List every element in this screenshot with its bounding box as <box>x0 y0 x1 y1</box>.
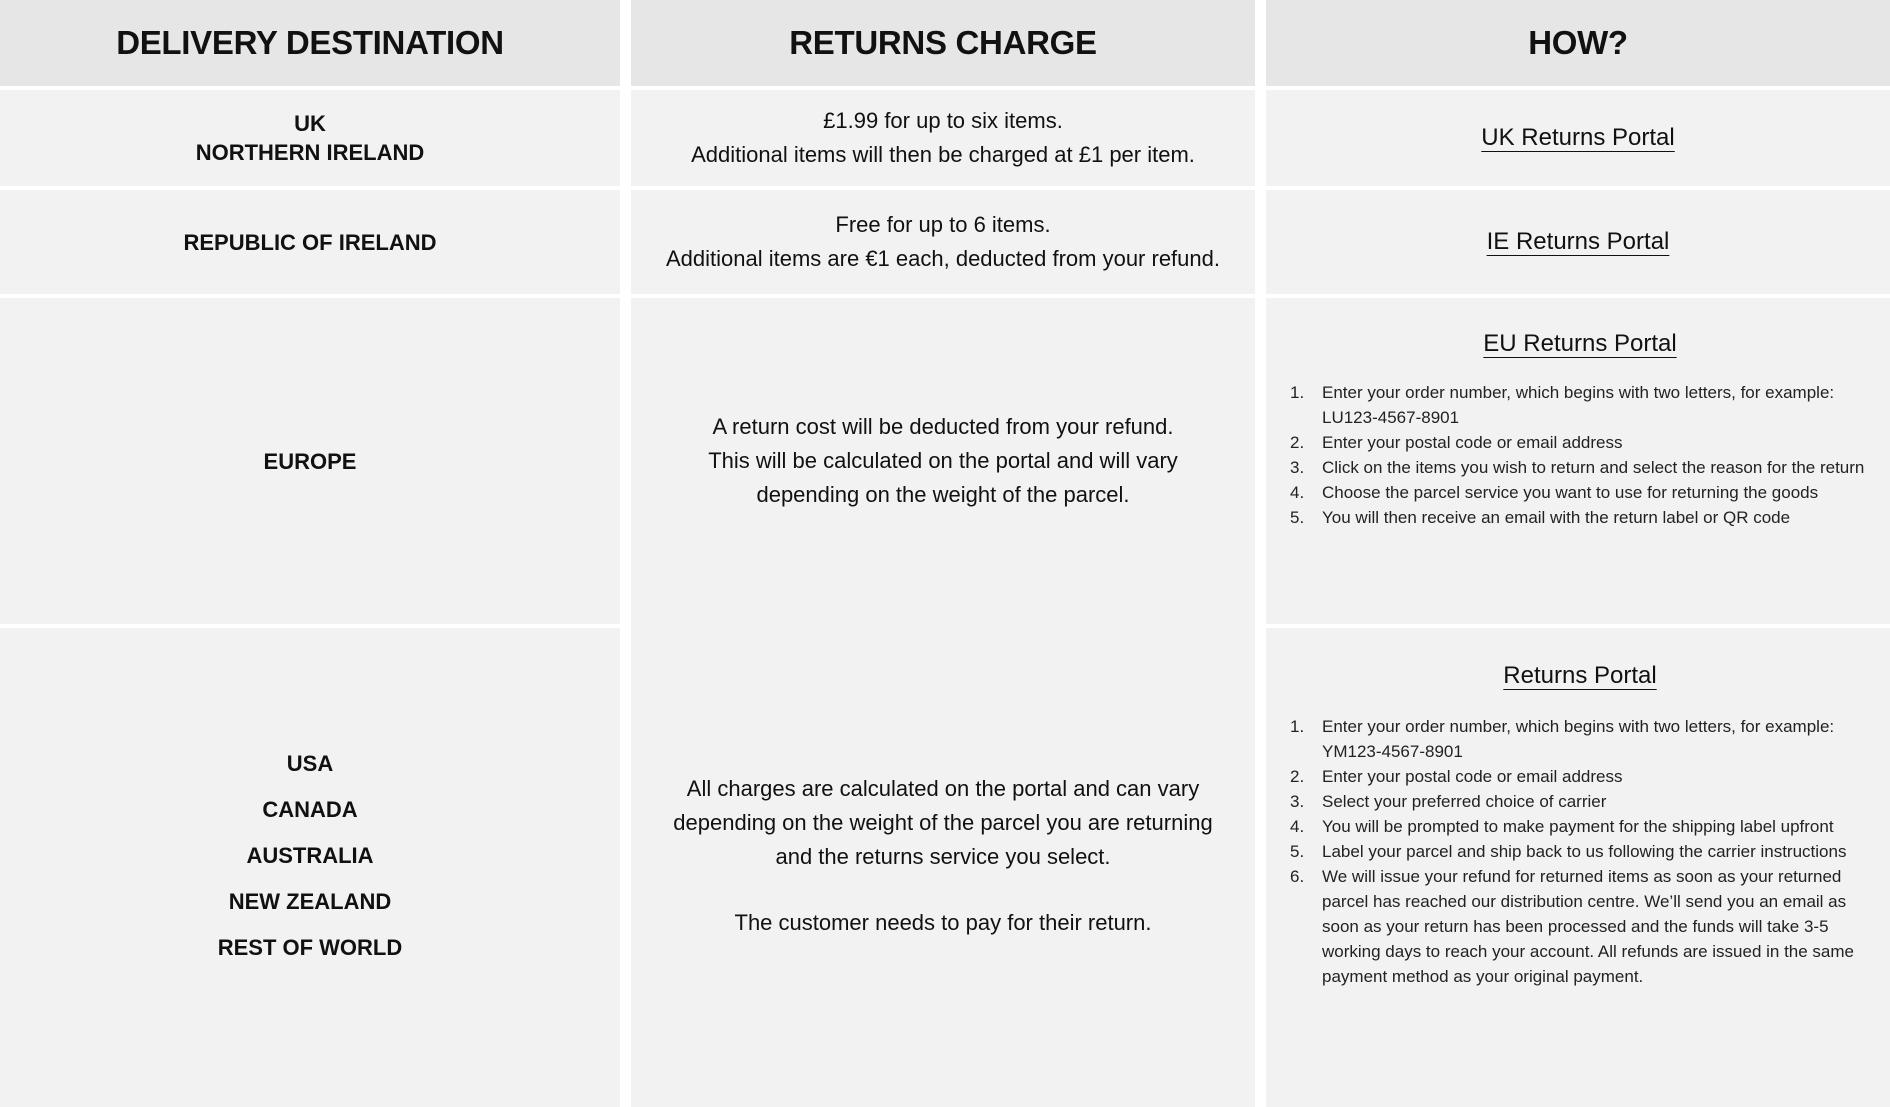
returns-portal-link[interactable]: Returns Portal <box>1503 662 1657 689</box>
destination-label: REPUBLIC OF IRELAND <box>183 229 437 255</box>
step-item <box>1290 480 1870 505</box>
charge-uk <box>631 90 1255 186</box>
ie-returns-portal-link[interactable]: IE Returns Portal <box>1486 228 1670 255</box>
step-number: 1. <box>1290 717 1305 736</box>
destination-list <box>218 749 403 962</box>
step-number: 2. <box>1290 767 1305 786</box>
destination-uk <box>0 90 620 186</box>
destination-label: UK <box>294 111 326 136</box>
destination-label: NEW ZEALAND <box>228 889 392 914</box>
step-text: We will issue your refund for returned items as soon as your returned parcel has reached our distribution centre. We’ll send you an email as soon as your return has been processed and the funds will take 3-5 working days to reach your account. All refunds are issued in the same payment method as your original payment. <box>1322 867 1855 986</box>
charge-text: This will be calculated on the portal and will vary <box>708 448 1178 473</box>
how-eu <box>1266 298 1890 624</box>
how-ie <box>1266 190 1890 294</box>
step-text: Label your parcel and ship back to us following the carrier instructions <box>1322 842 1847 861</box>
header-destination: DELIVERY DESTINATION <box>0 0 620 86</box>
charge-text: A return cost will be deducted from your refund. <box>712 414 1174 439</box>
charge-ie <box>631 190 1255 294</box>
charge-eu <box>631 298 1255 624</box>
header-returns-charge: RETURNS CHARGE <box>631 0 1255 86</box>
step-number: 6. <box>1290 867 1305 886</box>
destination-label: AUSTRALIA <box>246 843 374 868</box>
charge-text: depending on the weight of the parcel. <box>756 482 1130 507</box>
step-item <box>1290 714 1870 764</box>
step-number: 4. <box>1290 817 1305 836</box>
step-item <box>1290 814 1870 839</box>
destination-label: USA <box>286 751 334 776</box>
step-number: 1. <box>1290 383 1305 402</box>
step-number: 5. <box>1290 842 1305 861</box>
step-number: 2. <box>1290 433 1305 452</box>
charge-text: Additional items will then be charged at £1 per item. <box>691 142 1195 167</box>
charge-text: Free for up to 6 items. <box>835 212 1051 237</box>
step-text: You will then receive an email with the return label or QR code <box>1322 508 1791 527</box>
step-item <box>1290 864 1870 989</box>
eu-steps-list <box>1290 380 1870 530</box>
step-text: Enter your order number, which begins with two letters, for example: LU123-4567-8901 <box>1322 383 1835 427</box>
step-item <box>1290 839 1870 864</box>
charge-text: Additional items are €1 each, deducted from your refund. <box>666 246 1220 271</box>
destination-label: CANADA <box>262 797 358 822</box>
step-number: 3. <box>1290 458 1305 477</box>
step-item <box>1290 455 1870 480</box>
step-number: 3. <box>1290 792 1305 811</box>
header-how: HOW? <box>1266 0 1890 86</box>
destination-eu <box>0 298 620 624</box>
step-text: Select your preferred choice of carrier <box>1322 792 1607 811</box>
step-item <box>1290 380 1870 430</box>
step-item <box>1290 505 1870 530</box>
destination-rest <box>0 628 620 1107</box>
step-number: 4. <box>1290 483 1305 502</box>
charge-text: £1.99 for up to six items. <box>823 108 1063 133</box>
step-text: Choose the parcel service you want to use for returning the goods <box>1322 483 1819 502</box>
step-item <box>1290 430 1870 455</box>
rest-steps-list <box>1290 714 1870 989</box>
charge-text: All charges are calculated on the portal and can vary depending on the weight of the parcel you are returning and the returns service you select. <box>673 775 1213 869</box>
destination-label: REST OF WORLD <box>217 935 403 960</box>
step-text: Enter your postal code or email address <box>1322 433 1623 452</box>
step-text: Enter your postal code or email address <box>1322 767 1623 786</box>
how-uk <box>1266 90 1890 186</box>
destination-label: EUROPE <box>263 448 357 474</box>
how-rest <box>1266 628 1890 1107</box>
step-text: You will be prompted to make payment for the shipping label upfront <box>1322 817 1834 836</box>
charge-rest <box>631 604 1255 1107</box>
uk-returns-portal-link[interactable]: UK Returns Portal <box>1481 124 1675 151</box>
charge-text: The customer needs to pay for their return. <box>734 909 1152 935</box>
step-text: Enter your order number, which begins with two letters, for example: YM123-4567-8901 <box>1322 717 1835 761</box>
destination-label: NORTHERN IRELAND <box>195 140 425 165</box>
step-item <box>1290 789 1870 814</box>
step-item <box>1290 764 1870 789</box>
destination-ie <box>0 190 620 294</box>
eu-returns-portal-link[interactable]: EU Returns Portal <box>1483 330 1677 357</box>
step-text: Click on the items you wish to return and select the reason for the return <box>1322 458 1865 477</box>
step-number: 5. <box>1290 508 1305 527</box>
